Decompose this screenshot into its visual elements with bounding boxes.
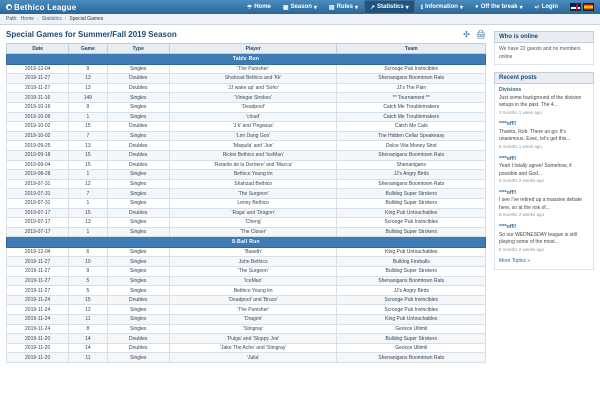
recent-post-item[interactable] — [499, 190, 589, 219]
recent-post-timestamp: 8 months 2 weeks ago — [499, 178, 545, 183]
table-section-title: 8-Ball Run — [7, 237, 486, 248]
cell-game: 11 — [69, 315, 107, 325]
recent-post-timestamp: 8 months 2 weeks ago — [499, 212, 545, 218]
cell-date: 2019-12-04 — [7, 247, 69, 257]
cell-type: Singles — [107, 305, 169, 315]
table-row — [7, 122, 486, 132]
cell-player: 'Baseth' — [169, 247, 337, 257]
cell-team[interactable]: Bulldog Super Strokers — [337, 198, 486, 208]
cell-date: 2019-07-31 — [7, 189, 69, 199]
cell-team[interactable]: Shenanigans Boomtown Rats — [337, 74, 486, 84]
cell-date: 2019-07-31 — [7, 179, 69, 189]
cell-player: 'Deadpool' — [169, 102, 337, 112]
table-row — [7, 179, 486, 189]
cell-game: 14 — [69, 343, 107, 353]
table-row — [7, 160, 486, 170]
chart-icon: ↗ — [369, 4, 375, 11]
breadcrumb-item-current: Special Games — [69, 16, 104, 22]
table-header-row — [7, 44, 486, 54]
cell-player: 'Stingray' — [169, 324, 337, 334]
cell-type: Doubles — [107, 74, 169, 84]
nav-item-login[interactable] — [529, 0, 564, 14]
cell-type: Singles — [107, 353, 169, 363]
recent-post-timestamp: 8 months 2 weeks ago — [499, 246, 545, 252]
cell-player: 'The Closer' — [169, 227, 337, 237]
column-header-player[interactable]: Player — [169, 44, 337, 54]
table-row — [7, 198, 486, 208]
cell-date: 2019-09-04 — [7, 160, 69, 170]
cell-date: 2019-11-27 — [7, 83, 69, 93]
table-section-title: Table Run — [7, 54, 486, 65]
cell-date: 2019-11-20 — [7, 343, 69, 353]
cell-player: 'Lim Dang Goo' — [169, 131, 337, 141]
recent-posts-title: Recent posts — [494, 72, 594, 84]
table-row — [7, 334, 486, 344]
logo-icon — [6, 4, 12, 10]
table-row — [7, 112, 486, 122]
recent-post-item[interactable] — [499, 224, 589, 253]
nav-label-home: Home — [254, 4, 271, 10]
nav-label-rules: Rules — [336, 4, 353, 10]
cell-player: 'Maquila' and 'Jun' — [169, 141, 337, 151]
cell-player: 'The Punisher' — [169, 305, 337, 315]
special-games-table — [6, 43, 486, 363]
cell-type: Doubles — [107, 295, 169, 305]
info-icon: ℹ — [420, 4, 423, 11]
cell-team[interactable]: JJ's Angry Birds — [337, 286, 486, 296]
table-row — [7, 247, 486, 257]
cell-game: 1 — [69, 170, 107, 180]
cell-player: Shahzad Bethico — [169, 179, 337, 189]
login-icon: ↵ — [534, 4, 540, 11]
breadcrumb-separator: › — [37, 16, 39, 22]
cell-date: 2019-10-02 — [7, 131, 69, 141]
cell-game: 9 — [69, 64, 107, 74]
cell-type: Doubles — [107, 343, 169, 353]
recent-post-item[interactable] — [499, 121, 589, 150]
cell-type: Singles — [107, 324, 169, 334]
cell-player: Bethico Young lm — [169, 170, 337, 180]
nav-item-statistics[interactable] — [364, 0, 415, 14]
breadcrumb-item-statistics[interactable]: Statistics — [41, 16, 62, 22]
site-brand-label: Bethico League — [14, 2, 77, 12]
column-header-team[interactable]: Team — [337, 44, 486, 54]
cell-date: 2019-10-02 — [7, 122, 69, 132]
breadcrumb-prefix: Path: — [6, 16, 18, 22]
cell-game: 6 — [69, 247, 107, 257]
cell-player: 'Dragon' — [169, 315, 337, 325]
cell-date: 2019-07-17 — [7, 208, 69, 218]
cell-team[interactable]: Shenanigans Boomtown Rats — [337, 179, 486, 189]
recent-post-timestamp: 8 months 1 week ago — [499, 143, 542, 149]
recent-post-excerpt: Yeah I totally agree! Somehow, if possible and God... — [499, 163, 572, 177]
cell-team[interactable]: Scrooge Pub Invincibles — [337, 218, 486, 228]
cell-team[interactable]: Shenanigans — [337, 160, 486, 170]
nav-item-information[interactable] — [415, 0, 469, 14]
calendar-icon: ▣ — [282, 4, 289, 11]
cell-date: 2019-07-17 — [7, 218, 69, 228]
cell-game: 7 — [69, 189, 107, 199]
cell-type: Singles — [107, 64, 169, 74]
column-header-type[interactable]: Type — [107, 44, 169, 54]
chevron-down-icon: ▾ — [354, 4, 358, 11]
cell-game: 9 — [69, 267, 107, 277]
cell-team[interactable]: Bulldog Super Strokers — [337, 267, 486, 277]
cell-game: 8 — [69, 324, 107, 334]
recent-posts-body — [494, 84, 594, 270]
cell-game: 9 — [69, 102, 107, 112]
cell-team[interactable]: King Pub Untouchables — [337, 208, 486, 218]
cell-team[interactable]: Shenanigans Boomtown Rats — [337, 353, 486, 363]
cell-date: 2019-11-20 — [7, 334, 69, 344]
cell-type: Doubles — [107, 208, 169, 218]
cell-team[interactable]: Scrooge Pub Invincibles — [337, 305, 486, 315]
table-row — [7, 93, 486, 103]
cell-type: Singles — [107, 267, 169, 277]
cell-type: Singles — [107, 131, 169, 141]
cell-player: 'JJ wake up' and 'Soho' — [169, 83, 337, 93]
breadcrumb-item-home[interactable]: Home — [20, 16, 35, 22]
column-header-game[interactable]: Game — [69, 44, 107, 54]
cell-date: 2019-11-27 — [7, 286, 69, 296]
cell-game: 1 — [69, 198, 107, 208]
cell-date: 2019-11-24 — [7, 324, 69, 334]
recent-post-title[interactable]: Divisions — [499, 87, 522, 93]
breadcrumb-separator: › — [64, 16, 67, 22]
cell-game: 15 — [69, 295, 107, 305]
cell-game: 11 — [69, 353, 107, 363]
cell-team[interactable]: Bulldog Super Strokers — [337, 227, 486, 237]
cell-team[interactable]: The Hidden Cellar Speakeasy — [337, 131, 486, 141]
cell-team[interactable]: Dolce Vita Money Shot — [337, 141, 486, 151]
cell-date: 2019-08-28 — [7, 170, 69, 180]
cell-date: 2019-11-27 — [7, 276, 69, 286]
cell-player: Bethico Young lm — [169, 286, 337, 296]
cell-date: 2019-11-24 — [7, 305, 69, 315]
table-row — [7, 324, 486, 334]
cell-game: 13 — [69, 83, 107, 93]
table-row — [7, 218, 486, 228]
cell-team[interactable]: JJ's The Pain — [337, 83, 486, 93]
cell-game: 13 — [69, 141, 107, 151]
table-row — [7, 276, 486, 286]
cell-date: 2019-11-27 — [7, 74, 69, 84]
cell-player: 'The Surgeon' — [169, 267, 337, 277]
table-row — [7, 295, 486, 305]
more-topics-link[interactable]: More Topics » — [499, 258, 531, 265]
table-row — [7, 257, 486, 267]
cell-type: Singles — [107, 112, 169, 122]
who-is-online-panel — [494, 31, 594, 65]
table-row — [7, 267, 486, 277]
cell-type: Doubles — [107, 83, 169, 93]
recent-post-excerpt: So our WEDNESDAY league is still playing some of the most... — [499, 231, 577, 245]
home-icon: ☂ — [246, 4, 253, 11]
cell-player: 'J k' and 'Pegasus' — [169, 122, 337, 132]
sidebar — [492, 25, 600, 400]
cell-date: 2019-12-04 — [7, 64, 69, 74]
cell-type: Singles — [107, 247, 169, 257]
recent-post-title[interactable]: ****off!! — [499, 224, 517, 230]
cell-date: 2019-07-17 — [7, 227, 69, 237]
recent-post-title[interactable]: ****off!! — [499, 155, 517, 162]
cell-player: 'The Surgeon' — [169, 189, 337, 199]
cell-player: 'Raga' and 'Dragon' — [169, 208, 337, 218]
cell-team[interactable]: Geckos Ultimil — [337, 324, 486, 334]
cell-player: 'Pulga' and 'Sloppy Joe' — [169, 334, 337, 344]
column-header-date[interactable]: Date — [7, 44, 69, 54]
cell-game: 13 — [69, 74, 107, 84]
table-row — [7, 64, 486, 74]
flag-uk-icon[interactable] — [570, 3, 581, 11]
table-row — [7, 343, 486, 353]
cell-team[interactable]: ** Tournament ** — [337, 93, 486, 103]
cell-type: Singles — [107, 102, 169, 112]
site-logo[interactable] — [6, 3, 76, 12]
cell-team[interactable]: King Pub Untouchables — [337, 247, 486, 257]
move-icon[interactable]: ✣ — [463, 30, 470, 39]
cell-game: 5 — [69, 286, 107, 296]
page-body — [0, 25, 600, 400]
cell-date: 2019-11-20 — [7, 353, 69, 363]
who-is-online-text: We have 22 guests and no members online — [494, 43, 594, 65]
chevron-down-icon: ▾ — [459, 4, 463, 11]
recent-post-title[interactable]: ****off!! — [499, 189, 517, 196]
nav-label-statistics: Statistics — [376, 4, 404, 10]
cell-game: 12 — [69, 305, 107, 315]
cell-team[interactable]: Bulldog Fireballs — [337, 257, 486, 267]
table-row — [7, 227, 486, 237]
table-row — [7, 189, 486, 199]
main-content — [0, 25, 492, 400]
cell-type: Singles — [107, 189, 169, 199]
cell-player: 'Cheng' — [169, 218, 337, 228]
table-row — [7, 141, 486, 151]
nav-item-off-the-break[interactable] — [469, 0, 529, 14]
print-icon[interactable]: 🖨 — [475, 30, 486, 39]
table-body — [7, 54, 486, 363]
cell-date: 2019-09-25 — [7, 141, 69, 151]
cell-type: Singles — [107, 93, 169, 103]
chevron-down-icon: ▾ — [519, 4, 523, 11]
cell-type: Singles — [107, 286, 169, 296]
page-tools — [463, 30, 486, 39]
table-row — [7, 131, 486, 141]
page-title: Special Games for Summer/Fall 2019 Season — [6, 30, 177, 39]
table-section-header — [7, 237, 486, 248]
cell-type: Doubles — [107, 150, 169, 160]
cell-type: Doubles — [107, 122, 169, 132]
cell-type: Singles — [107, 170, 169, 180]
cell-game: 1 — [69, 112, 107, 122]
table-row — [7, 83, 486, 93]
cell-type: Singles — [107, 218, 169, 228]
recent-post-excerpt: I see I've retired up a massive debate here, so at the risk of... — [499, 197, 582, 211]
cell-game: 12 — [69, 179, 107, 189]
cell-type: Singles — [107, 198, 169, 208]
cell-player: Rickie Bethico and 'IceMan' — [169, 150, 337, 160]
cell-game: 15 — [69, 208, 107, 218]
cell-type: Doubles — [107, 160, 169, 170]
nav-item-home[interactable] — [241, 0, 277, 14]
cell-game: 1 — [69, 227, 107, 237]
cell-team[interactable]: King Pub Untouchables — [337, 315, 486, 325]
cell-type: Singles — [107, 227, 169, 237]
who-is-online-title: Who is online — [494, 31, 594, 43]
breadcrumb — [0, 14, 600, 25]
cell-date: 2019-11-16 — [7, 93, 69, 103]
nav-label-season: Season — [290, 4, 312, 10]
cell-team[interactable]: Shenanigans Boomtown Rats — [337, 150, 486, 160]
cell-game: 13 — [69, 218, 107, 228]
nav-item-rules[interactable] — [323, 0, 364, 14]
cell-player: Lenny Bethico — [169, 198, 337, 208]
cell-game: 10 — [69, 257, 107, 267]
cell-type: Singles — [107, 276, 169, 286]
cell-team[interactable]: Scrooge Pub Invincibles — [337, 64, 486, 74]
cell-type: Singles — [107, 179, 169, 189]
page-title-row — [6, 30, 486, 39]
cell-game: 7 — [69, 131, 107, 141]
table-row — [7, 305, 486, 315]
book-icon: ▤ — [328, 4, 335, 11]
cell-player: Shahzad Bethico and 'Kk' — [169, 74, 337, 84]
nav-label-information: Information — [424, 4, 458, 10]
nav-label-off-the-break: Off the break — [480, 4, 518, 10]
cell-player: 'Rotarile de la Derriere' and 'Macca' — [169, 160, 337, 170]
chevron-down-icon: ▾ — [313, 4, 317, 11]
cell-game: 149 — [69, 93, 107, 103]
cell-team[interactable]: Catch Me Troublemakers — [337, 102, 486, 112]
cell-game: 15 — [69, 122, 107, 132]
cell-game: 15 — [69, 160, 107, 170]
cell-team[interactable]: Bulldog Super Strokers — [337, 334, 486, 344]
table-section-header — [7, 54, 486, 65]
nav-item-season[interactable] — [277, 0, 323, 14]
cell-type: Doubles — [107, 141, 169, 151]
table-row — [7, 74, 486, 84]
cell-type: Singles — [107, 315, 169, 325]
cell-player: 'Jake The Ache' and 'Stingray' — [169, 343, 337, 353]
cell-player: 'cloud' — [169, 112, 337, 122]
language-switcher — [570, 3, 594, 11]
table-row — [7, 353, 486, 363]
table-row — [7, 170, 486, 180]
main-menu — [241, 0, 594, 14]
recent-post-title[interactable]: ****off!! — [499, 121, 517, 128]
table-row — [7, 150, 486, 160]
cell-game: 5 — [69, 276, 107, 286]
cell-team[interactable]: Shenanigans Boomtown Rats — [337, 276, 486, 286]
table-row — [7, 208, 486, 218]
nav-label-login: Login — [541, 4, 558, 10]
cell-date: 2019-07-31 — [7, 198, 69, 208]
recent-post-timestamp: 2 months 1 week ago — [499, 109, 542, 115]
cell-team[interactable]: Scrooge Pub Invincibles — [337, 295, 486, 305]
recent-post-excerpt: Just some background of the division setups in the past. The 4... — [499, 94, 582, 108]
cell-player: 'IceMan' — [169, 276, 337, 286]
cell-date: 2019-11-24 — [7, 295, 69, 305]
cell-type: Doubles — [107, 334, 169, 344]
top-navigation-bar — [0, 0, 600, 14]
recent-posts-panel — [494, 72, 594, 270]
recent-posts-list — [499, 87, 589, 253]
cell-player: 'Vinegar Strokes' — [169, 93, 337, 103]
cell-team[interactable]: Bulldog Super Strokers — [337, 189, 486, 199]
cell-date: 2019-11-24 — [7, 315, 69, 325]
cell-date: 2019-11-27 — [7, 267, 69, 277]
cell-team[interactable]: Catch Me Cats — [337, 122, 486, 132]
cell-team[interactable]: JJ's Angry Birds — [337, 170, 486, 180]
circle-icon: ● — [474, 4, 479, 10]
table-row — [7, 286, 486, 296]
cell-date: 2019-11-27 — [7, 257, 69, 267]
recent-post-item[interactable] — [499, 156, 589, 185]
table-row — [7, 315, 486, 325]
cell-game: 14 — [69, 334, 107, 344]
cell-player: 'Julia' — [169, 353, 337, 363]
table-head — [7, 44, 486, 54]
cell-date: 2019-10-09 — [7, 112, 69, 122]
cell-team[interactable]: Catch Me Troublemakers — [337, 112, 486, 122]
cell-type: Singles — [107, 257, 169, 267]
chevron-down-icon: ▾ — [405, 4, 409, 11]
cell-player: 'The Punisher' — [169, 64, 337, 74]
recent-post-item[interactable] — [499, 87, 589, 116]
cell-date: 2019-09-18 — [7, 150, 69, 160]
cell-date: 2019-10-16 — [7, 102, 69, 112]
cell-player: 'Deadpool' and 'Bruce' — [169, 295, 337, 305]
cell-game: 15 — [69, 150, 107, 160]
cell-player: John Bethico — [169, 257, 337, 267]
recent-post-excerpt: Thanks, Rob. There uo go: It's unanimous. Exec, let's get this... — [499, 128, 571, 143]
cell-team[interactable]: Geckos Ultimil — [337, 343, 486, 353]
table-row — [7, 102, 486, 112]
flag-es-icon[interactable] — [583, 3, 594, 11]
